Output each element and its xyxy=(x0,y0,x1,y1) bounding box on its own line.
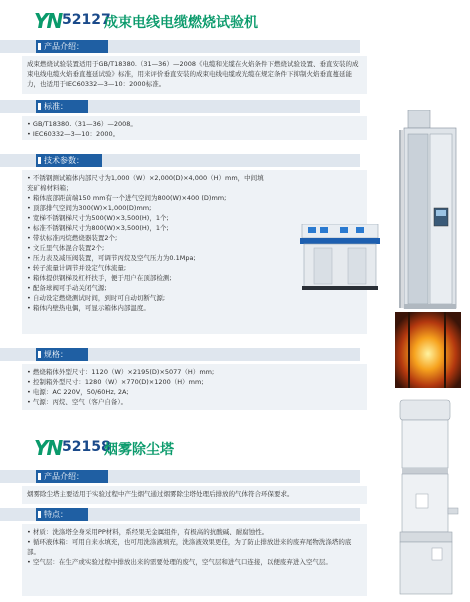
feature-item: • 空气层：在生产或实验过程中排放出来的需要处理的废气，空气层和进气口连接，以便废弃进入空气层。 xyxy=(27,557,362,567)
feature-tab: 特点： xyxy=(36,508,88,521)
dust-tower-image xyxy=(392,398,462,598)
flame-photo xyxy=(395,312,461,388)
param-item: • 自动设定燃烧测试时间，到时可自动切断气源; xyxy=(27,293,362,303)
param-item: • 箱体内壁热电偶，可显示箱体内部温度。 xyxy=(27,303,362,313)
spec-item: • 气源：丙烷、空气（客户自备）。 xyxy=(27,397,362,407)
param-item: • 转子流量计调节并设定气体流量; xyxy=(27,263,362,273)
param-item: • 不锈钢测试箱体内部尺寸为1,000（W）×2,000(D)×4,000（H）mm，中间填充矿棉材料箱； xyxy=(27,173,362,193)
feature-box xyxy=(22,524,367,596)
combustion-cabinet-image xyxy=(398,110,460,310)
product2-title: 烟雾除尘塔 xyxy=(104,442,174,458)
intro2-box xyxy=(22,486,367,504)
feature-item: • 循环液体箱：可用自来水填充，也可用洗涤液填充，洗涤液效果更佳，为了防止排放进来的废弃尾物洗涤塔的底部。 xyxy=(27,537,362,557)
spec-item: • 控制箱外型尺寸：1280（W）×770(D)×1200（H）mm; xyxy=(27,377,362,387)
intro2-tab: 产品介绍： xyxy=(36,470,108,483)
control-cabinet-image xyxy=(300,224,380,290)
param-item: • 箱体提供钢梯及杠杆扶手，便于用户在顶部检测; xyxy=(27,273,362,283)
param-item: • 压力表及减压阀装置，可调节丙烷及空气压力为0.1Mpa; xyxy=(27,253,362,263)
param-item: • 配备球阀可手动关闭气源; xyxy=(27,283,362,293)
product2-model: 52158 xyxy=(62,439,111,455)
standard-box xyxy=(22,116,367,140)
intro-tab: 产品介绍： xyxy=(36,40,108,53)
brand-logo: YN xyxy=(34,436,62,460)
spec-box xyxy=(22,364,367,410)
feature-item: • 材质：洗涤塔全身采用PP材料，系经果无金属组件，有极高的抗酸碱、耐腐蚀性。 xyxy=(27,527,362,537)
param-item: • 标准不锈钢梯尺寸为800(W)×3,500(H)，1个; xyxy=(27,223,362,233)
param-item: • 顶部排气空间为300(W)×1,000(D)mm; xyxy=(27,203,362,213)
intro-text: 成束燃烧试验装置适用于GB/T18380.（31—36）—2008《电缆和光缆在火焰条件下燃烧试验设置、垂直安装的成束电线电缆火焰垂直蔓延试验》标准，用来评价垂直安装的成束电线电缆或光缆在规定条件下抑制火焰垂直蔓延能力，也适用于IEC60332—3—10：2000标准。 xyxy=(27,60,359,88)
spec-item: • 电源：AC 220V，50/60Hz, 2A; xyxy=(27,387,362,397)
param-item: • 宽梯不锈钢梯尺寸为500(W)×3,500(H)，1个; xyxy=(27,213,362,223)
spec-tab: 规格： xyxy=(36,348,88,361)
spec-item: • 燃烧箱体外型尺寸：1120（W）×2195(D)×5077（H）mm; xyxy=(27,367,362,377)
standard-item: • GB/T18380.（31—36）—2008。 xyxy=(27,119,362,129)
product1-model: 52127 xyxy=(62,12,111,28)
intro2-text: 烟雾除尘塔主要适用于实验过程中产生烟气通过烟雾除尘塔处理后排放的气体符合环保要求。 xyxy=(27,490,294,498)
param-item: • 箱体底部距前端150 mm有一个进气空间为800(W)×400 (D)mm; xyxy=(27,193,362,203)
standard-tab: 标准： xyxy=(36,100,88,113)
product1-title: 成束电线电缆燃烧试验机 xyxy=(104,15,258,31)
param-item: • 带状标准丙烷燃烧器装置2个; xyxy=(27,233,362,243)
params-tab: 技术参数： xyxy=(36,154,102,167)
param-item: • 文丘里气体混合装置2个; xyxy=(27,243,362,253)
brand-logo: YN xyxy=(34,9,62,33)
standard-item: • IEC60332—3—10：2000。 xyxy=(27,129,362,139)
intro-box xyxy=(22,56,367,94)
